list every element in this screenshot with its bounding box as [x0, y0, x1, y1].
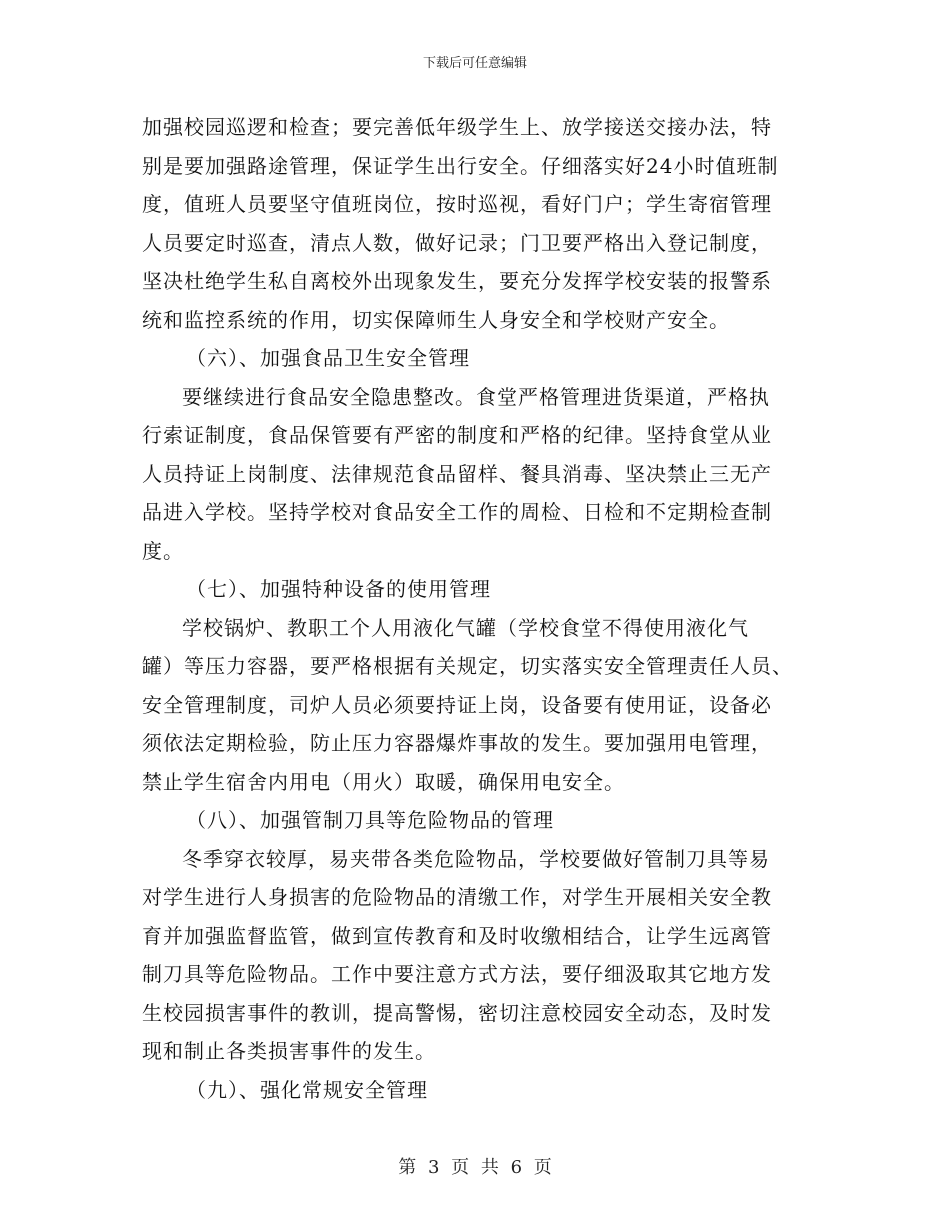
- body-line: 罐）等压力容器，要严格根据有关规定，切实落实安全管理责任人员、: [142, 654, 793, 678]
- body-line: 要继续进行食品安全隐患整改。食堂严格管理进货渠道，严格执: [182, 384, 770, 409]
- body-line: 统和监控系统的作用，切实保障师生人身安全和学校财产安全。: [142, 307, 730, 332]
- section-heading: （八）、加强管制刀具等危险物品的管理: [186, 808, 554, 832]
- header-note: 下载后可任意编辑: [422, 56, 527, 71]
- body-line: 禁止学生宿舍内用电（用火）取暖，确保用电安全。: [142, 769, 625, 794]
- body-line: 度。: [142, 538, 184, 563]
- page-number: 第 3 页 共 6 页: [398, 1157, 552, 1178]
- body-line: 别是要加强路途管理，保证学生出行安全。仔细落实好24小时值班制: [142, 153, 779, 178]
- body-line: 制刀具等危险物品。工作中要注意方式方法，要仔细汲取其它地方发: [142, 962, 772, 986]
- document-body: [142, 108, 822, 1109]
- body-line: 行索证制度，食品保管要有严密的制度和严格的纪律。坚持食堂从业: [142, 423, 772, 447]
- body-line: 须依法定期检验，防止压力容器爆炸事故的发生。要加强用电管理，: [142, 731, 772, 755]
- body-line: 品进入学校。坚持学校对食品安全工作的周检、日检和不定期检查制: [142, 500, 772, 524]
- body-line: 学校锅炉、教职工个人用液化气罐（学校食堂不得使用液化气: [182, 615, 749, 640]
- body-line: 坚决杜绝学生私自离校外出现象发生，要充分发挥学校安装的报警系: [142, 269, 772, 293]
- section-heading: （七）、加强特种设备的使用管理: [186, 577, 491, 601]
- body-line: 安全管理制度，司炉人员必须要持证上岗，设备要有使用证，设备必: [142, 692, 772, 717]
- section-heading: （九）、强化常规安全管理: [186, 1077, 428, 1102]
- body-line: 育并加强监督监管，做到宣传教育和及时收缴相结合，让学生远离管: [142, 923, 772, 948]
- body-line: 加强校园巡逻和检查；要完善低年级学生上、放学接送交接办法，特: [142, 115, 772, 139]
- body-line: 人员要定时巡查，清点人数，做好记录；门卫要严格出入登记制度，: [142, 230, 772, 255]
- body-line: 冬季穿衣较厚，易夹带各类危险物品，学校要做好管制刀具等易: [182, 846, 770, 871]
- body-line: 度，值班人员要坚守值班岗位，按时巡视，看好门户；学生寄宿管理: [142, 192, 772, 216]
- body-line: 生校园损害事件的教训，提高警惕，密切注意校园安全动态，及时发: [142, 1000, 772, 1025]
- section-heading: （六）、加强食品卫生安全管理: [186, 346, 470, 370]
- body-line: 现和制止各类损害事件的发生。: [142, 1039, 436, 1063]
- body-line: 对学生进行人身损害的危险物品的清缴工作，对学生开展相关安全教: [142, 885, 772, 909]
- body-line: 人员持证上岗制度、法律规范食品留样、餐具消毒、坚决禁止三无产: [142, 461, 772, 486]
